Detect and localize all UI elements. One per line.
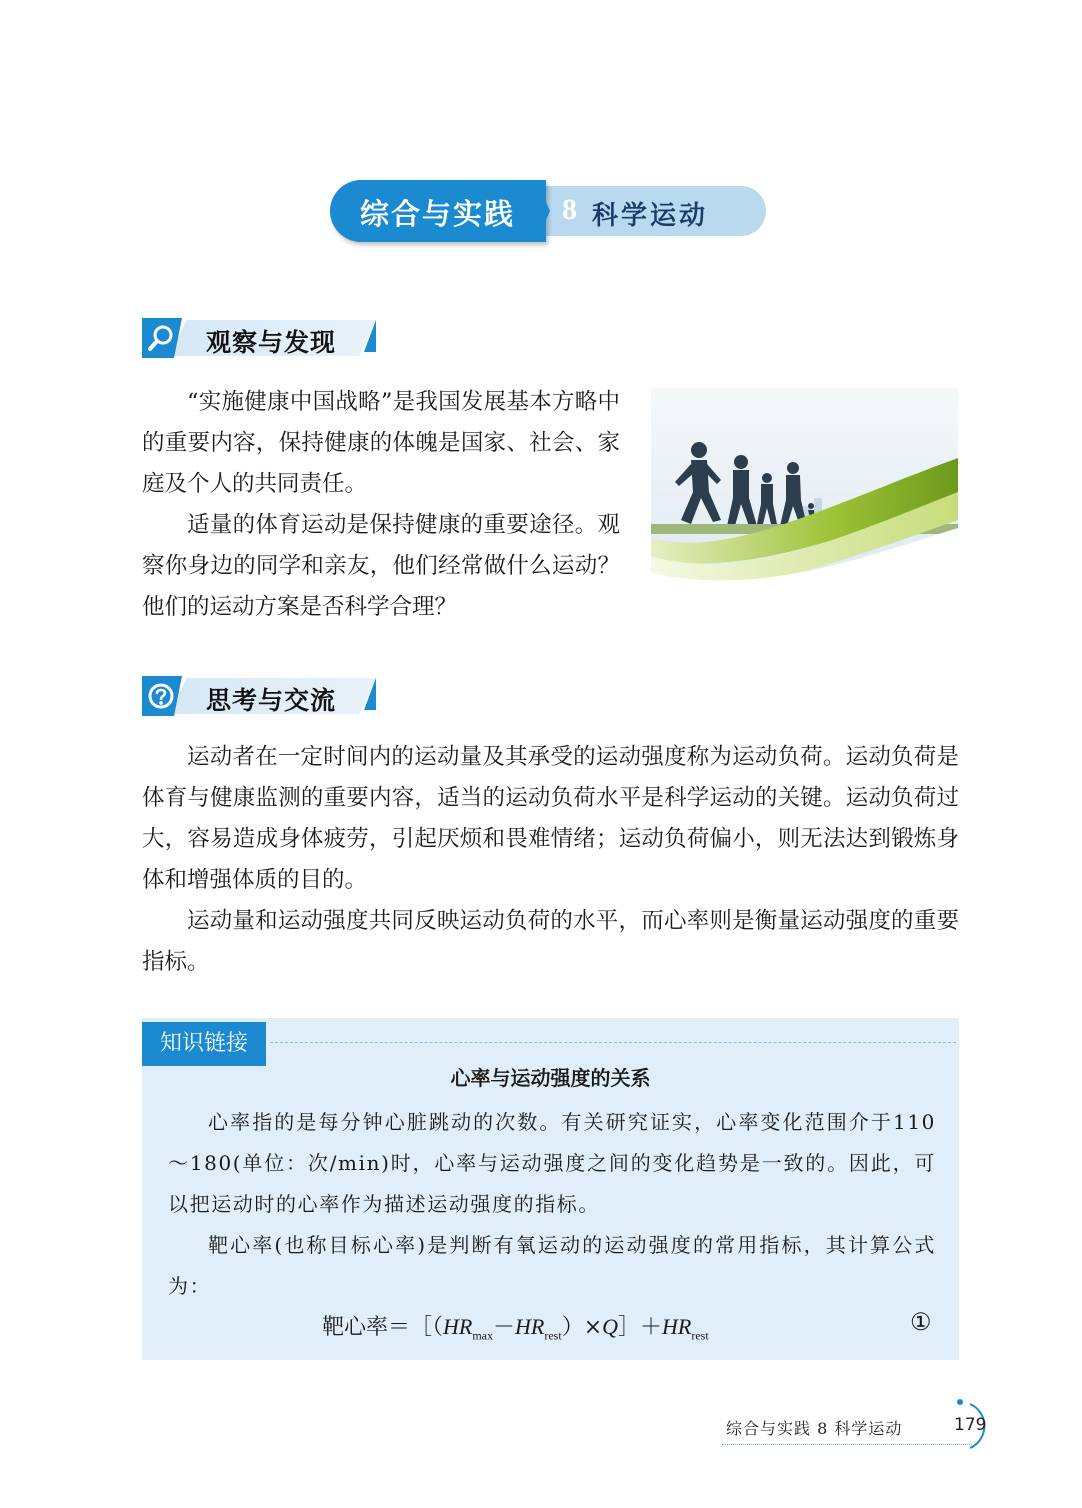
knowledge-link-box: [142, 1018, 959, 1360]
knowledge-paragraph-2: 靶心率(也称目标心率)是判断有氧运动的运动强度的常用指标，其计算公式为：: [168, 1233, 936, 1298]
formula-minus: －: [493, 1315, 516, 1340]
observe-paragraph-1: “实施健康中国战略”是我国发展基本方略中的重要内容，保持健康的体魄是国家、社会、家庭及个人的共同责任。: [142, 389, 620, 497]
formula-lhs: 靶心率＝［（: [322, 1315, 444, 1340]
page-number: 179: [954, 1415, 987, 1435]
dashed-divider: [270, 1042, 956, 1043]
banner-notch: [536, 180, 550, 242]
formula-number: ①: [910, 1308, 932, 1336]
header-triangle: [364, 678, 376, 710]
formula-hr: HR: [515, 1314, 545, 1339]
runners-photo: [651, 388, 958, 597]
think-paragraph-1: 运动者在一定时间内的运动量及其承受的运动强度称为运动负荷。运动负荷是体育与健康监测的重要内容，适当的运动负荷水平是科学运动的关键。运动负荷过大，容易造成身体疲劳，引起厌烦和畏难情绪；运动负荷偏小，则无法达到锻炼身体和增强体质的目的。: [142, 744, 959, 893]
formula-max: max: [472, 1328, 494, 1343]
banner-left-text: 综合与实践: [360, 197, 516, 231]
think-paragraph-2: 运动量和运动强度共同反映运动负荷的水平，而心率则是衡量运动强度的重要指标。: [142, 908, 959, 975]
section-header-think: [142, 676, 382, 716]
question-circle-icon: [146, 681, 176, 711]
magnifier-icon: [146, 323, 176, 353]
formula-bracket: ］＋: [618, 1315, 663, 1340]
knowledge-title: 心率与运动强度的关系: [450, 1066, 651, 1090]
formula-rest: rest: [544, 1328, 562, 1343]
banner-number: 8: [562, 193, 577, 226]
section-header-observe: [142, 318, 382, 358]
chapter-banner: [330, 180, 766, 242]
knowledge-paragraph-1: 心率指的是每分钟心脏跳动的次数。有关研究证实，心率变化范围介于110～180(单位：次/min)时，心率与运动强度之间的变化趋势是一致的。因此，可以把运动时的心率作为描述运动强度的指标。: [168, 1110, 936, 1216]
header-triangle: [364, 320, 376, 352]
section-title: 思考与交流: [206, 686, 337, 715]
banner-right-text: 科学运动: [592, 201, 709, 231]
formula-hr: HR: [443, 1314, 473, 1339]
formula-close: ）×: [561, 1315, 603, 1340]
target-heart-rate-formula: [322, 1310, 709, 1343]
formula-hr: HR: [662, 1314, 692, 1339]
knowledge-tag: 知识链接: [142, 1022, 266, 1066]
formula-q: Q: [602, 1314, 619, 1339]
section-title: 观察与发现: [206, 328, 337, 357]
running-footer: 综合与实践 8 科学运动: [726, 1419, 903, 1438]
footer-dotted-line: [722, 1444, 972, 1445]
observe-paragraph-2: 适量的体育运动是保持健康的重要途径。观察你身边的同学和亲友，他们经常做什么运动？他们的运动方案是否科学合理？: [142, 512, 620, 620]
formula-rest: rest: [691, 1328, 709, 1343]
